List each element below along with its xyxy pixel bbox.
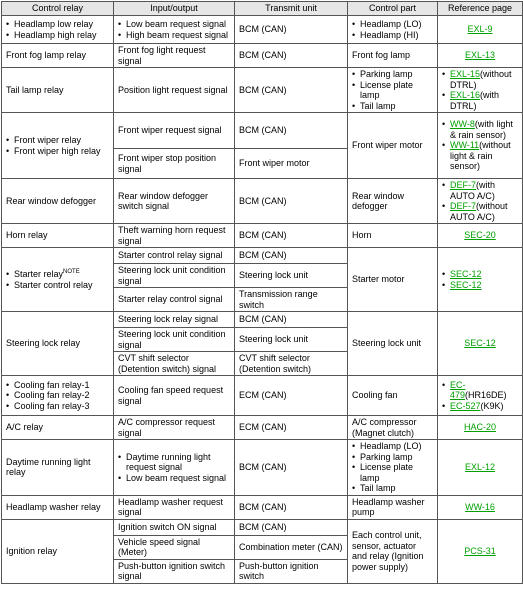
transmit-unit-cell [235,376,348,416]
control-relay-text: Front fog lamp relay [6,50,87,61]
input-output-cell [114,312,235,328]
input-output-cell [114,16,235,44]
reference-note: (without AUTO A/C) [450,201,508,222]
table-row [2,248,523,264]
control-relay-text: Cooling fan relay-3 [14,400,90,411]
reference-link[interactable]: DEF-7 [450,201,477,211]
input-output-text: Steering lock unit condition signal [118,329,226,350]
control-part-text: Cooling fan [352,390,398,401]
transmit-unit-cell [235,328,348,352]
reference-item [442,119,518,140]
header-control-part: Control part [348,2,438,16]
transmit-unit-cell [235,113,348,149]
transmit-unit-text: BCM (CAN) [239,24,287,35]
control-part-item [352,441,433,452]
control-part-cell [348,416,438,440]
control-relay-item [6,19,109,30]
input-output-text: A/C compressor request signal [118,417,216,438]
control-relay-item [6,280,109,291]
control-part-text: Headlamp (HI) [360,29,419,40]
control-part-text: Parking lamp [360,69,413,79]
header-control-relay: Control relay [2,2,114,16]
reference-link[interactable]: EXL-13 [464,50,496,61]
input-output-cell [114,224,235,248]
control-part-text: Horn [352,230,372,241]
reference-note: (with DTRL) [450,90,500,111]
reference-link[interactable]: SEC-20 [464,230,496,241]
table-row [2,376,523,416]
input-output-text: Position light request signal [118,84,228,95]
transmit-unit-text: BCM (CAN) [239,50,287,61]
transmit-unit-cell [235,535,348,559]
control-relay-cell [2,440,114,496]
control-relay-text: Front wiper high relay [14,145,101,156]
transmit-unit-text: BCM (CAN) [239,84,287,95]
transmit-unit-cell [235,416,348,440]
table-row [2,68,523,113]
control-relay-table [1,1,523,584]
input-output-cell [114,519,235,535]
reference-page-cell [438,495,523,519]
control-relay-cell [2,16,114,44]
transmit-unit-cell [235,224,348,248]
transmit-unit-cell [235,44,348,68]
transmit-unit-cell [235,312,348,328]
input-output-text: Theft warning horn request signal [118,225,226,246]
control-part-text: Headlamp washer pump [352,496,425,517]
control-relay-item [6,135,109,146]
reference-note: (HR16DE) [465,390,507,401]
control-relay-text: Tail lamp relay [6,84,64,95]
control-relay-text: Daytime running light relay [6,456,91,478]
input-output-text: Steering lock relay signal [118,314,219,325]
transmit-unit-text: ECM (CAN) [239,390,287,401]
control-part-item [352,483,433,494]
reference-item [442,380,518,401]
header-input-output: Input/output [114,2,235,16]
input-output-cell [114,149,235,179]
reference-page-cell [438,224,523,248]
control-part-text: License plate lamp [360,79,414,100]
control-relay-text: A/C relay [6,422,44,433]
control-relay-text: Headlamp washer relay [6,501,101,512]
control-part-text: Headlamp (LO) [360,441,422,451]
transmit-unit-cell [235,149,348,179]
reference-note: (with AUTO A/C) [450,180,496,201]
input-output-list [118,19,230,40]
control-relay-cell [2,179,114,224]
reference-link[interactable]: SEC-12 [464,338,496,349]
control-relay-text: Headlamp high relay [14,29,97,40]
transmit-unit-text: BCM (CAN) [239,125,287,136]
control-relay-list [6,135,109,156]
reference-list [442,180,518,222]
reference-link[interactable]: WW-11 [450,140,480,151]
control-part-cell [348,16,438,44]
reference-page-cell [438,68,523,113]
control-part-item [352,101,433,112]
table-row [2,312,523,328]
reference-item [442,69,518,90]
control-relay-cell [2,248,114,312]
input-output-text: Low beam request signal [126,19,227,29]
reference-link[interactable]: SEC-12 [450,269,482,279]
table-row [2,440,523,496]
input-output-item [118,30,230,41]
transmit-unit-text: CVT shift selector (Detention switch) [239,353,312,374]
transmit-unit-text: BCM (CAN) [239,195,287,206]
control-relay-text: Steering lock relay [6,338,81,349]
input-output-cell [114,248,235,264]
control-part-cell [348,440,438,496]
control-relay-cell [2,224,114,248]
control-relay-cell [2,44,114,68]
table-body [2,16,523,584]
reference-link[interactable]: EXL-15 [450,69,481,79]
control-relay-item [6,380,109,391]
reference-link[interactable]: SEC-12 [450,279,482,290]
control-part-text: Each control unit, sensor, actuator and relay (Ignition power supply) [352,530,424,572]
control-part-cell [348,68,438,113]
control-part-text: Tail lamp [360,100,396,111]
input-output-text: CVT shift selector (Detention switch) signal [118,353,217,374]
reference-link[interactable]: EC-527 [450,400,481,411]
control-part-cell [348,248,438,312]
input-output-cell [114,113,235,149]
reference-link[interactable]: EXL-16 [450,90,481,100]
input-output-text: Front fog light request signal [118,45,206,66]
control-relay-text: Cooling fan relay-2 [14,390,90,401]
reference-item [442,280,518,291]
reference-link[interactable]: WW-8 [450,119,475,130]
control-part-cell [348,495,438,519]
transmit-unit-text: Steering lock unit [239,334,309,345]
control-relay-text: Ignition relay [6,545,58,556]
transmit-unit-text: Combination meter (CAN) [239,541,343,552]
reference-item [442,269,518,280]
transmit-unit-text: Transmission range switch [239,289,318,310]
control-relay-text: Horn relay [6,230,48,241]
input-output-cell [114,416,235,440]
control-part-item [352,80,433,101]
table-row [2,179,523,224]
transmit-unit-cell [235,16,348,44]
reference-link[interactable]: WW-16 [465,501,495,512]
control-relay-item [6,30,109,41]
transmit-unit-text: Push-button ignition switch [239,560,319,581]
input-output-item [118,452,230,473]
input-output-cell [114,376,235,416]
control-relay-cell [2,376,114,416]
reference-page-cell [438,179,523,224]
table-row [2,224,523,248]
table-row [2,495,523,519]
control-part-list [352,441,433,494]
control-part-text: Steering lock unit [352,338,422,349]
reference-list [442,119,518,172]
input-output-cell [114,328,235,352]
reference-link[interactable]: DEF-7 [450,180,477,190]
transmit-unit-cell [235,264,348,288]
input-output-text: High beam request signal [126,29,229,40]
reference-note: (with light & rain sensor) [450,119,513,140]
reference-item [442,180,518,201]
input-output-text: Vehicle speed signal (Meter) [118,536,201,557]
reference-page-cell [438,248,523,312]
input-output-item [118,473,230,484]
input-output-text: Ignition switch ON signal [118,521,217,532]
table-row [2,44,523,68]
input-output-text: Push-button ignition switch signal [118,560,226,581]
control-part-cell [348,312,438,376]
control-part-text: Starter motor [352,274,405,285]
control-part-text: Front fog lamp [352,50,411,61]
reference-link[interactable]: EXL-9 [467,24,493,35]
transmit-unit-cell [235,68,348,113]
reference-page-cell [438,440,523,496]
reference-item [442,90,518,111]
header-row [2,2,523,16]
transmit-unit-text: BCM (CAN) [239,521,287,532]
control-part-cell [348,179,438,224]
transmit-unit-cell [235,248,348,264]
reference-note: (without DTRL) [450,69,512,90]
input-output-text: Front wiper request signal [118,125,222,136]
table-row [2,16,523,44]
input-output-item [118,19,230,30]
control-part-text: Rear window defogger [352,190,405,211]
transmit-unit-cell [235,179,348,224]
input-output-cell [114,288,235,312]
control-relay-item [6,146,109,157]
transmit-unit-text: BCM (CAN) [239,230,287,241]
reference-link[interactable]: HAC-20 [463,422,496,433]
input-output-text: Steering lock unit condition signal [118,265,226,286]
transmit-unit-text: BCM (CAN) [239,250,287,261]
control-relay-cell [2,519,114,583]
control-part-item [352,30,433,41]
reference-note: (without light & rain sensor) [450,140,511,172]
control-part-item [352,452,433,463]
control-relay-text: Rear window defogger [6,195,97,206]
input-output-cell [114,440,235,496]
control-relay-cell [2,113,114,179]
input-output-text: Low beam request signal [126,472,227,483]
transmit-unit-cell [235,559,348,583]
transmit-unit-text: BCM (CAN) [239,462,287,472]
reference-list [442,69,518,111]
header-reference-page: Reference page [438,2,523,16]
input-output-cell [114,179,235,224]
transmit-unit-cell [235,440,348,496]
table-row [2,113,523,149]
control-relay-text: Starter control relay [14,279,93,290]
reference-note: (K9K) [480,400,504,411]
control-part-text: Front wiper motor [352,140,423,151]
reference-page-cell [438,312,523,376]
input-output-cell [114,559,235,583]
control-relay-list [6,380,109,412]
control-part-cell [348,113,438,179]
control-relay-cell [2,312,114,376]
control-relay-text: Front wiper relay [14,135,82,145]
control-part-list [352,69,433,111]
reference-list [442,269,518,290]
input-output-text: Headlamp washer request signal [118,496,224,517]
input-output-text: Daytime running light request signal [126,451,211,472]
control-part-cell [348,44,438,68]
transmit-unit-text: Steering lock unit [239,270,309,281]
input-output-cell [114,495,235,519]
transmit-unit-text: BCM (CAN) [239,314,287,325]
transmit-unit-cell [235,288,348,312]
transmit-unit-text: Front wiper motor [239,158,310,169]
control-part-item [352,462,433,483]
control-part-text: Headlamp (LO) [360,19,422,29]
table-row [2,416,523,440]
input-output-cell [114,68,235,113]
control-relay-list [6,269,109,290]
control-part-text: Tail lamp [360,483,396,493]
control-part-cell [348,376,438,416]
input-output-text: Starter relay control signal [118,294,223,305]
control-relay-cell [2,495,114,519]
control-part-item [352,19,433,30]
control-relay-list [6,19,109,40]
reference-link[interactable]: EC-479 [450,379,466,401]
control-relay-text: Cooling fan relay-1 [14,379,90,390]
control-relay-item [6,401,109,412]
input-output-cell [114,535,235,559]
reference-item [442,201,518,222]
reference-page-cell [438,416,523,440]
transmit-unit-text: BCM (CAN) [239,501,287,512]
reference-page-cell [438,519,523,583]
control-relay-cell [2,68,114,113]
input-output-cell [114,352,235,376]
transmit-unit-cell [235,519,348,535]
reference-page-cell [438,376,523,416]
control-relay-text: Headlamp low relay [14,19,94,29]
reference-link[interactable]: EXL-12 [464,462,496,472]
control-part-cell [348,519,438,583]
input-output-text: Front wiper stop position signal [118,153,217,174]
input-output-cell [114,264,235,288]
control-part-item [352,69,433,80]
control-part-cell [348,224,438,248]
input-output-text: Cooling fan speed request signal [118,385,224,406]
control-part-list [352,19,433,40]
transmit-unit-cell [235,352,348,376]
input-output-list [118,452,230,484]
reference-list [442,380,518,412]
control-part-text: Parking lamp [360,451,413,462]
header-transmit-unit: Transmit unit [235,2,348,16]
input-output-cell [114,44,235,68]
reference-link[interactable]: PCS-31 [464,545,496,556]
reference-item [442,401,518,412]
control-relay-cell [2,416,114,440]
note-marker: NOTE [63,269,80,275]
reference-page-cell [438,16,523,44]
control-relay-item [6,390,109,401]
table-row [2,519,523,535]
input-output-text: Rear window defogger switch signal [118,190,209,211]
control-relay-text: Starter relay [14,269,64,279]
transmit-unit-text: ECM (CAN) [239,422,287,433]
reference-page-cell [438,113,523,179]
transmit-unit-cell [235,495,348,519]
control-part-text: A/C compressor (Magnet clutch) [352,417,417,438]
reference-page-cell [438,44,523,68]
reference-item [442,140,518,172]
control-relay-item [6,269,109,280]
input-output-text: Starter control relay signal [118,250,223,261]
control-part-text: License plate lamp [360,462,414,483]
